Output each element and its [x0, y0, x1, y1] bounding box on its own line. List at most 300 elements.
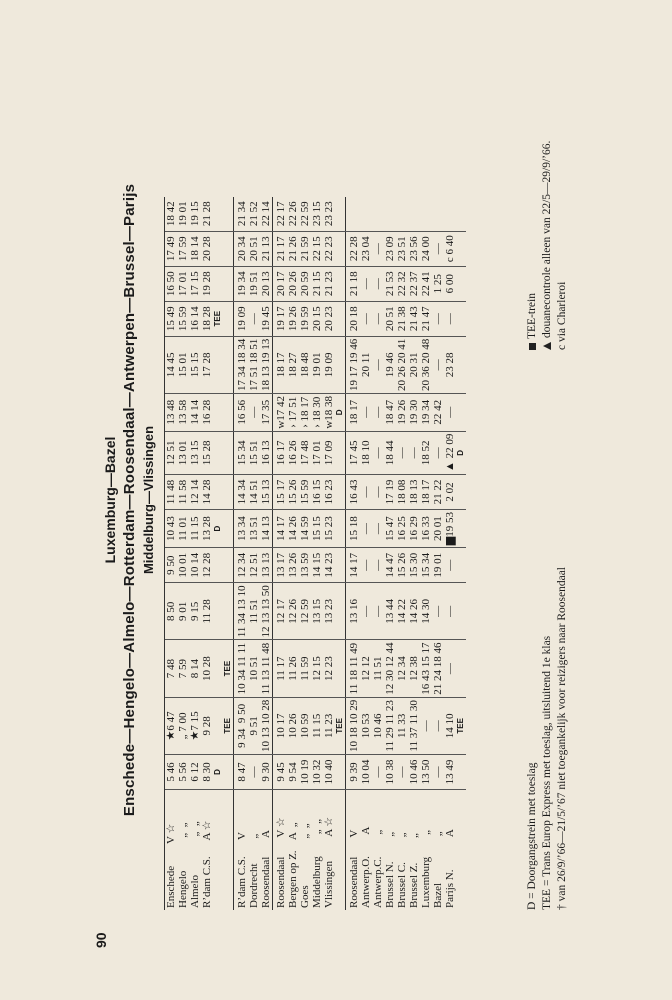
- departure-time: 22 17: [273, 197, 288, 232]
- departure-time: 20 01: [432, 510, 444, 548]
- departure-time: 15 51: [248, 431, 260, 474]
- departure-time: —: [444, 640, 456, 697]
- departure-time: —: [432, 697, 444, 754]
- departure-time: 23 56: [408, 231, 420, 266]
- station-name: Enschede V ☆: [165, 790, 178, 911]
- departure-time: 12 59: [299, 583, 311, 640]
- train-type-marker: [456, 266, 466, 301]
- departure-time: —: [444, 393, 456, 431]
- train-type-marker: D: [335, 393, 346, 431]
- departure-time: 9 30: [260, 755, 273, 790]
- train-type-marker: [335, 231, 346, 266]
- train-type-marker: [213, 548, 223, 583]
- legend: [525, 70, 570, 910]
- departure-time: 19 09: [234, 301, 249, 336]
- departure-time: —: [372, 231, 384, 266]
- departure-time: 15 23: [323, 510, 335, 548]
- departure-time: 22 32: [396, 266, 408, 301]
- departure-time: 22 14: [260, 197, 273, 232]
- departure-time: 20 28: [201, 231, 213, 266]
- departure-time: —: [360, 301, 372, 336]
- departure-time: 17 09: [323, 431, 335, 474]
- departure-time: 11 51: [372, 640, 384, 697]
- departure-time: 14 45: [165, 336, 178, 393]
- train-type-marker: TEE: [223, 697, 234, 754]
- departure-time: 10 46: [408, 755, 420, 790]
- departure-time: 19 01: [311, 336, 323, 393]
- train-type-marker: D: [456, 431, 466, 474]
- departure-time: 7 48: [165, 640, 178, 697]
- departure-time: 14 30: [420, 583, 432, 640]
- departure-time: 1 25: [432, 266, 444, 301]
- station-name: Hengelo „ „: [177, 822, 189, 908]
- timetable-row: [201, 197, 213, 910]
- departure-time: 9 51: [248, 697, 260, 754]
- train-type-marker: [335, 640, 346, 697]
- station-name: Brussel C. „: [396, 832, 408, 908]
- departure-time: 5 56: [177, 755, 189, 790]
- departure-time: 21 13: [260, 231, 273, 266]
- title-main-route: Enschede—Hengelo—Almelo—Rotterdam—Roosendaal—Antwerpen—Brussel—Parijs: [121, 183, 138, 817]
- departure-time: 21 22: [432, 475, 444, 510]
- station-name: Luxemburg „: [420, 829, 432, 908]
- departure-time: 2 02: [444, 475, 456, 510]
- train-type-marker: [223, 266, 234, 301]
- timetable-row: [287, 197, 299, 910]
- departure-time: 14 23: [323, 548, 335, 583]
- departure-time: › 17 51: [287, 393, 299, 431]
- departure-time: —: [432, 431, 444, 474]
- departure-time: 14 26: [408, 583, 420, 640]
- departure-time: 10 28: [201, 640, 213, 697]
- train-type-marker: [213, 640, 223, 697]
- departure-time: —: [372, 393, 384, 431]
- departure-time: 12 15: [311, 640, 323, 697]
- departure-time: 22 42: [432, 393, 444, 431]
- timetable-row: [420, 197, 432, 910]
- departure-time: w17 42: [273, 393, 288, 431]
- station-name: R’dam C.S. V: [234, 790, 249, 911]
- departure-time: 13 50: [420, 755, 432, 790]
- tee-marker-row: [213, 197, 223, 910]
- departure-time: 18 27: [287, 336, 299, 393]
- departure-time: 21 47: [420, 301, 432, 336]
- departure-time: 21 43: [408, 301, 420, 336]
- tee-row-label: [456, 790, 466, 911]
- departure-time: 19 17: [273, 301, 288, 336]
- departure-time: 14 34: [234, 475, 249, 510]
- departure-time: 16 43: [346, 475, 361, 510]
- departure-time: 9 45: [273, 755, 288, 790]
- departure-time: 12 12: [360, 640, 372, 697]
- station-name: R’dam C.S. A ☆: [201, 820, 213, 908]
- departure-time: 15 01: [177, 336, 189, 393]
- departure-time: 13 34: [234, 510, 249, 548]
- departure-time: 10 53: [360, 697, 372, 754]
- departure-time: 19 59: [299, 301, 311, 336]
- tee-row-label: [223, 790, 234, 911]
- departure-time: 18 13: [408, 475, 420, 510]
- departure-time: 13 15: [311, 583, 323, 640]
- departure-time: 20 51: [384, 301, 396, 336]
- departure-time: —: [372, 510, 384, 548]
- departure-time: 20 26: [287, 266, 299, 301]
- departure-time: 10 38: [384, 755, 396, 790]
- departure-time: 16 26: [287, 431, 299, 474]
- departure-time: —: [432, 336, 444, 393]
- departure-time: 17 49: [165, 231, 178, 266]
- train-type-marker: [223, 336, 234, 393]
- departure-time: 19 30: [408, 393, 420, 431]
- departure-time: 11 23: [323, 697, 335, 754]
- departure-time: 10 14: [189, 548, 201, 583]
- departure-time: 22 15: [311, 231, 323, 266]
- train-type-marker: [456, 336, 466, 393]
- departure-time: 15 18: [346, 510, 361, 548]
- departure-time: 19 01: [177, 197, 189, 232]
- train-type-marker: [335, 336, 346, 393]
- departure-time: 15 49: [165, 301, 178, 336]
- tee-marker-row: [335, 197, 346, 910]
- departure-time: 10 17: [273, 697, 288, 754]
- tee-marker-row: [456, 197, 466, 910]
- departure-time: c 6 40: [444, 231, 456, 266]
- departure-time: 19 17 19 46: [346, 336, 361, 393]
- departure-time: 11 28: [201, 583, 213, 640]
- departure-time: 20 15: [311, 301, 323, 336]
- departure-time: „ 7 00: [177, 697, 189, 754]
- departure-time: 15 15: [311, 510, 323, 548]
- departure-time: 16 56: [234, 393, 249, 431]
- departure-time: w18 38: [323, 393, 335, 431]
- train-type-marker: [335, 197, 346, 232]
- timetable-row: [432, 197, 444, 910]
- departure-time: 20 36 20 48: [420, 336, 432, 393]
- departure-time: 10 40: [323, 755, 335, 790]
- station-name: Bazel „: [432, 831, 444, 908]
- departure-time: 13 17: [273, 548, 288, 583]
- departure-time: —: [372, 266, 384, 301]
- departure-time: 16 15: [311, 475, 323, 510]
- station-name: Bergen op Z. A „: [287, 822, 299, 908]
- train-type-marker: TEE: [223, 640, 234, 697]
- departure-time: 10 59: [299, 697, 311, 754]
- departure-time: 21 38: [396, 301, 408, 336]
- departure-time: —: [432, 231, 444, 266]
- departure-time: 10 43: [165, 510, 178, 548]
- departure-time: —: [396, 431, 408, 474]
- departure-time: 10 04: [360, 755, 372, 790]
- train-type-marker: [223, 301, 234, 336]
- departure-time: 24 00: [420, 231, 432, 266]
- train-type-marker: [335, 510, 346, 548]
- departure-time: —: [360, 475, 372, 510]
- departure-time: 9 01: [177, 583, 189, 640]
- train-type-marker: D: [213, 510, 223, 548]
- departure-time: 16 25: [396, 510, 408, 548]
- departure-time: 11 33: [396, 697, 408, 754]
- departure-time: 20 13: [260, 266, 273, 301]
- departure-time: 17 48: [299, 431, 311, 474]
- triangle-icon: [543, 342, 551, 350]
- departure-time: —: [432, 583, 444, 640]
- legend-tee-train: [525, 141, 540, 350]
- train-type-marker: [223, 583, 234, 640]
- legend-customs-text: douanecontrole alleen van 22/5—29/9/’66.: [541, 140, 553, 338]
- departure-time: 18 44: [384, 431, 396, 474]
- departure-time: 20 34: [234, 231, 249, 266]
- timetable-row: [260, 197, 273, 910]
- departure-time: 20 23: [323, 301, 335, 336]
- train-type-marker: [456, 301, 466, 336]
- departure-time: 19 34: [420, 393, 432, 431]
- departure-time: 15 59: [299, 475, 311, 510]
- departure-time: 18 48: [299, 336, 311, 393]
- departure-time: 13 59: [299, 548, 311, 583]
- departure-time: ★6 47: [165, 697, 178, 754]
- timetable-row: [396, 197, 408, 910]
- departure-time: 18 08: [396, 475, 408, 510]
- departure-time: 18 52: [420, 431, 432, 474]
- departure-time: 10 19: [299, 755, 311, 790]
- timetable-row: [384, 197, 396, 910]
- departure-time: 19 15: [189, 197, 201, 232]
- departure-time: 15 15: [189, 336, 201, 393]
- departure-time: —: [372, 431, 384, 474]
- timetable-row: [177, 197, 189, 910]
- departure-time: 17 28: [201, 336, 213, 393]
- timetable-row: [234, 197, 249, 910]
- departure-time: 14 10: [444, 697, 456, 754]
- departure-time: —: [360, 510, 372, 548]
- departure-time: [408, 197, 420, 232]
- departure-time: 10 34 11 11: [234, 640, 249, 697]
- departure-time: 17 51 18 51: [248, 336, 260, 393]
- departure-time: 14 15: [311, 548, 323, 583]
- departure-time: —: [432, 755, 444, 790]
- departure-time: 11 58: [177, 475, 189, 510]
- train-type-marker: [213, 583, 223, 640]
- departure-time: 12 28: [201, 548, 213, 583]
- timetable-row: [189, 197, 201, 910]
- train-type-marker: [213, 393, 223, 431]
- departure-time: 13 58: [177, 393, 189, 431]
- departure-time: 18 17: [273, 336, 288, 393]
- departure-time: 13 01: [177, 431, 189, 474]
- departure-time: 21 17: [273, 231, 288, 266]
- departure-time: 22 23: [323, 231, 335, 266]
- station-name: Antwerp.O. A: [360, 826, 372, 908]
- departure-time: [420, 197, 432, 232]
- departure-time: 17 45: [346, 431, 361, 474]
- departure-time: —: [372, 755, 384, 790]
- departure-time: 13 28: [201, 510, 213, 548]
- train-type-marker: TEE: [335, 697, 346, 754]
- departure-time: [346, 197, 361, 232]
- departure-time: ★7 15: [189, 697, 201, 754]
- departure-time: 19 26: [396, 393, 408, 431]
- departure-time: 13 23: [323, 583, 335, 640]
- departure-time: 11 37 11 30: [408, 697, 420, 754]
- departure-time: 18 17: [420, 475, 432, 510]
- departure-time: 14 22: [396, 583, 408, 640]
- departure-time: 6 12: [189, 755, 201, 790]
- departure-time: 8 30: [201, 755, 213, 790]
- train-type-marker: [456, 755, 466, 790]
- train-type-marker: [335, 755, 346, 790]
- train-type-marker: [456, 548, 466, 583]
- departure-time: 15 26: [396, 548, 408, 583]
- departure-time: [384, 197, 396, 232]
- departure-time: 13 44: [384, 583, 396, 640]
- departure-time: —: [248, 301, 260, 336]
- departure-time: 13 16: [346, 583, 361, 640]
- departure-time: 10 01: [177, 548, 189, 583]
- departure-time: 11 34 13 10: [234, 583, 249, 640]
- departure-time: 20 26 20 41: [396, 336, 408, 393]
- station-name: Middelburg „ „: [311, 818, 323, 908]
- departure-time: 15 59: [177, 301, 189, 336]
- train-type-marker: [456, 393, 466, 431]
- departure-time: 17 15: [189, 266, 201, 301]
- departure-time: 19 51: [248, 266, 260, 301]
- departure-time: 19 09: [323, 336, 335, 393]
- departure-time: 12 34: [234, 548, 249, 583]
- train-type-marker: [213, 475, 223, 510]
- departure-time: —: [372, 583, 384, 640]
- departure-time: 22 41: [420, 266, 432, 301]
- departure-time: 22 59: [299, 197, 311, 232]
- timetable-table: [164, 197, 466, 910]
- station-name: Goes „ „: [299, 823, 311, 908]
- train-type-marker: TEE: [456, 697, 466, 754]
- train-type-marker: [335, 583, 346, 640]
- legend-tee-train-text: TEE-trein: [526, 293, 538, 339]
- departure-time: ▲ 22 09: [444, 431, 456, 474]
- departure-time: 19 28: [201, 266, 213, 301]
- train-type-marker: [335, 266, 346, 301]
- legend-customs: [540, 141, 555, 350]
- departure-time: —: [432, 301, 444, 336]
- departure-time: 14 59: [299, 510, 311, 548]
- departure-time: 19 46: [384, 336, 396, 393]
- departure-time: 23 28: [444, 336, 456, 393]
- departure-time: 12 26: [287, 583, 299, 640]
- train-type-marker: [213, 266, 223, 301]
- departure-time: 9 50: [165, 548, 178, 583]
- departure-time: 23 09: [384, 231, 396, 266]
- train-type-marker: [335, 431, 346, 474]
- departure-time: 16 43 15 17: [420, 640, 432, 697]
- timetable-row: [444, 197, 456, 910]
- departure-time: 10 51: [248, 640, 260, 697]
- legend-d: D = Doorgangstrein met toeslag: [526, 762, 538, 910]
- departure-time: 15 30: [408, 548, 420, 583]
- departure-time: 12 51: [165, 431, 178, 474]
- departure-time: 14 17: [346, 548, 361, 583]
- timetable-row: [311, 197, 323, 910]
- departure-time: [444, 197, 456, 232]
- station-name: Roosendaal A: [260, 830, 272, 908]
- departure-time: 14 14: [189, 393, 201, 431]
- departure-time: 11 15: [189, 510, 201, 548]
- station-name: Almelo „ „: [189, 821, 201, 908]
- departure-time: 17 35: [260, 393, 273, 431]
- train-type-marker: [456, 475, 466, 510]
- departure-time: 20 11: [360, 336, 372, 393]
- train-type-marker: [223, 755, 234, 790]
- timetable-row: [372, 197, 384, 910]
- departure-time: [396, 197, 408, 232]
- departure-time: 23 23: [323, 197, 335, 232]
- departure-time: 8 14: [189, 640, 201, 697]
- station-name: Dordrecht „: [248, 833, 260, 908]
- departure-time: 16 50: [165, 266, 178, 301]
- train-type-marker: [335, 301, 346, 336]
- timetable-row: [165, 197, 178, 910]
- timetable-row: [273, 197, 288, 910]
- departure-time: 23 15: [311, 197, 323, 232]
- train-type-marker: [456, 231, 466, 266]
- train-type-marker: [213, 697, 223, 754]
- departure-time: 21 23: [323, 266, 335, 301]
- departure-time: —: [444, 583, 456, 640]
- departure-time: 20 51: [248, 231, 260, 266]
- departure-time: 23 51: [396, 231, 408, 266]
- departure-time: 14 17: [273, 510, 288, 548]
- departure-time: 21 15: [311, 266, 323, 301]
- departure-time: 20 18: [346, 301, 361, 336]
- departure-time: 12 38: [408, 640, 420, 697]
- departure-time: 7 59: [177, 640, 189, 697]
- train-type-marker: [335, 548, 346, 583]
- departure-time: —: [396, 755, 408, 790]
- departure-time: 20 59: [299, 266, 311, 301]
- departure-time: 21 34: [234, 197, 249, 232]
- departure-time: —: [372, 548, 384, 583]
- title-luxemburg-bazel: Luxemburg—Bazel: [102, 436, 118, 564]
- departure-time: 17 01: [177, 266, 189, 301]
- train-type-marker: [456, 510, 466, 548]
- timetable-row: [323, 197, 335, 910]
- departure-time: 11 17: [273, 640, 288, 697]
- train-type-marker: [223, 431, 234, 474]
- departure-time: 16 13: [260, 431, 273, 474]
- departure-time: 8 47: [234, 755, 249, 790]
- train-type-marker: TEE: [213, 301, 223, 336]
- departure-time: 11 01: [177, 510, 189, 548]
- departure-time: 13 48: [165, 393, 178, 431]
- departure-time: 22 37: [408, 266, 420, 301]
- departure-time: 11 15: [311, 697, 323, 754]
- train-type-marker: [335, 475, 346, 510]
- departure-time: 21 59: [299, 231, 311, 266]
- departure-time: —: [372, 336, 384, 393]
- departure-time: —: [444, 301, 456, 336]
- departure-time: 6 00: [444, 266, 456, 301]
- departure-time: 15 47: [384, 510, 396, 548]
- departure-time: 9 15: [189, 583, 201, 640]
- departure-time: 21 24 18 46: [432, 640, 444, 697]
- departure-time: 9 28: [201, 697, 213, 754]
- departure-time: 8 50: [165, 583, 178, 640]
- departure-time: 9 39: [346, 755, 361, 790]
- departure-time: 18 13 19 13: [260, 336, 273, 393]
- timetable-row: [408, 197, 420, 910]
- departure-time: —: [444, 548, 456, 583]
- departure-time: —: [372, 301, 384, 336]
- departure-time: 21 52: [248, 197, 260, 232]
